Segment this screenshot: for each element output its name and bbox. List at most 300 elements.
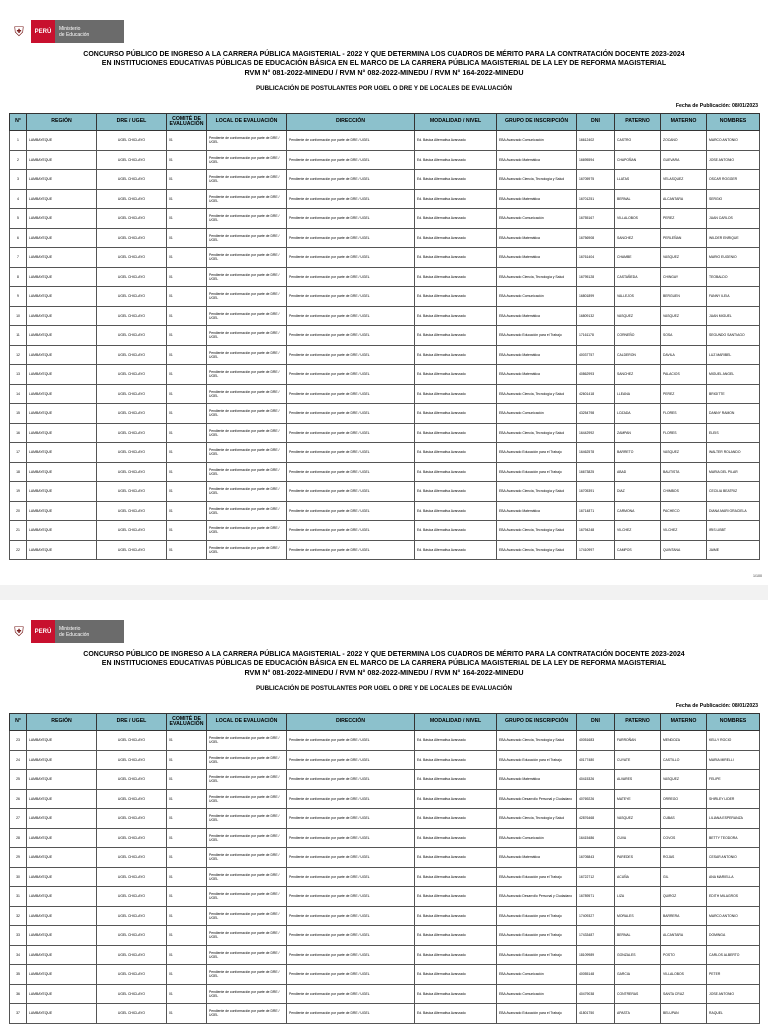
grupo-cell: EBA Avanzado Ciencia, Tecnología y Salud [497,482,577,502]
ugel-cell: UGEL CHICLAYO [97,326,167,346]
column-header: PATERNO [615,714,661,731]
modalidad-cell: Ed. Básica Alternativa Avanzado [415,809,497,829]
local-cell: Pendiente de conformación por parte de DRE / UGEL [207,443,287,463]
row-number: 15 [10,404,27,424]
ugel-cell: UGEL CHICLAYO [97,945,167,965]
nombres-cell: DIANA MARI GRACIELA [707,501,760,521]
minedu-logo [10,20,124,43]
materno-cell: ORREGO [661,789,707,809]
direccion-cell: Pendiente de conformación por parte de DRE / UGEL [287,906,415,926]
row-number: 14 [10,384,27,404]
ugel-cell: UGEL CHICLAYO [97,887,167,907]
comite-cell: 01 [167,945,207,965]
logo-peru: PERÚ [31,620,55,643]
grupo-cell: EBA Avanzado Educación para el Trabajo [497,1004,577,1024]
local-cell: Pendiente de conformación por parte de DRE / UGEL [207,965,287,985]
modalidad-cell: Ed. Básica Alternativa Avanzado [415,443,497,463]
nombres-cell: BETTY TEODORA [707,828,760,848]
materno-cell: VILCHEZ [661,521,707,541]
paterno-cell: BERNAL [615,926,661,946]
local-cell: Pendiente de conformación por parte de DRE / UGEL [207,287,287,307]
region-cell: LAMBAYEQUE [27,848,97,868]
table-row [10,443,760,463]
ugel-cell: UGEL CHICLAYO [97,926,167,946]
table-row [10,189,760,209]
paterno-cell: LOZADA [615,404,661,424]
coat-of-arms-icon: ⛨ [14,23,24,39]
table-header-row [10,114,760,131]
comite-cell: 01 [167,521,207,541]
row-number: 32 [10,906,27,926]
ugel-cell: UGEL CHICLAYO [97,482,167,502]
subtitle: PUBLICACIÓN DE POSTULANTES POR UGEL O DRE Y DE LOCALES DE EVALUACIÓN [255,685,512,692]
table-row [10,267,760,287]
local-cell: Pendiente de conformación por parte de DRE / UGEL [207,984,287,1004]
region-cell: LAMBAYEQUE [27,404,97,424]
direccion-cell: Pendiente de conformación por parte de DRE / UGEL [287,809,415,829]
local-cell: Pendiente de conformación por parte de DRE / UGEL [207,404,287,424]
direccion-cell: Pendiente de conformación por parte de DRE / UGEL [287,131,415,151]
modalidad-cell: Ed. Básica Alternativa Avanzado [415,170,497,190]
ugel-cell: UGEL CHICLAYO [97,287,167,307]
nombres-cell: SERGIO [707,189,760,209]
nombres-cell: PETER [707,965,760,985]
comite-cell: 01 [167,848,207,868]
dni-cell: 40055148 [577,965,615,985]
table-row [10,521,760,541]
paterno-cell: BARRETO [615,443,661,463]
grupo-cell: EBA Avanzado Matemática [497,848,577,868]
column-header: GRUPO DE INSCRIPCIÓN [497,114,577,131]
local-cell: Pendiente de conformación por parte de DRE / UGEL [207,945,287,965]
row-number: 30 [10,867,27,887]
paterno-cell: APASTA [615,1004,661,1024]
row-number: 16 [10,423,27,443]
materno-cell: ROJAS [661,848,707,868]
comite-cell: 01 [167,887,207,907]
nombres-cell: EDITH MILAGROS [707,887,760,907]
comite-cell: 01 [167,482,207,502]
row-number: 18 [10,462,27,482]
paterno-cell: SANCHEZ [615,365,661,385]
table-row [10,750,760,770]
table-row [10,906,760,926]
region-cell: LAMBAYEQUE [27,384,97,404]
paterno-cell: ALVARES [615,770,661,790]
column-header: DIRECCIÓN [287,114,415,131]
direccion-cell: Pendiente de conformación por parte de DRE / UGEL [287,384,415,404]
logo-ministerio: Ministerio de Educación [55,20,124,43]
dni-cell: 17161178 [577,326,615,346]
materno-cell: ZOCANO [661,131,707,151]
column-header: MATERNO [661,114,707,131]
grupo-cell: EBA Avanzado Ciencia, Tecnología y Salud [497,423,577,443]
modalidad-cell: Ed. Básica Alternativa Avanzado [415,384,497,404]
grupo-cell: EBA Avanzado Ciencia, Tecnología y Salud [497,540,577,560]
grupo-cell: EBA Avanzado Educación para el Trabajo [497,462,577,482]
comite-cell: 01 [167,462,207,482]
dni-cell: 16695594 [577,150,615,170]
materno-cell: FLORES [661,404,707,424]
materno-cell: QUINTANA [661,540,707,560]
direccion-cell: Pendiente de conformación por parte de DRE / UGEL [287,521,415,541]
modalidad-cell: Ed. Básica Alternativa Avanzado [415,267,497,287]
row-number: 17 [10,443,27,463]
paterno-cell: CHAPOÑAN [615,150,661,170]
dni-cell: 16612402 [577,131,615,151]
table-row [10,482,760,502]
modalidad-cell: Ed. Básica Alternativa Avanzado [415,521,497,541]
region-cell: LAMBAYEQUE [27,248,97,268]
coat-of-arms-icon: ⛨ [14,623,24,639]
ugel-cell: UGEL CHICLAYO [97,248,167,268]
row-number: 25 [10,770,27,790]
comite-cell: 01 [167,540,207,560]
comite-cell: 01 [167,809,207,829]
rvm-line: RVM N° 081-2022-MINEDU / RVM N° 082-2022-MINEDU / RVM N° 164-2022-MINEDU [244,668,524,677]
paterno-cell: CHAMBE [615,248,661,268]
local-cell: Pendiente de conformación por parte de DRE / UGEL [207,1004,287,1024]
direccion-cell: Pendiente de conformación por parte de DRE / UGEL [287,482,415,502]
dni-cell: 40479038 [577,984,615,1004]
table-row [10,945,760,965]
grupo-cell: EBA Avanzado Comunicación [497,965,577,985]
row-number: 11 [10,326,27,346]
comite-cell: 01 [167,731,207,751]
paterno-cell: ABAD [615,462,661,482]
grupo-cell: EBA Avanzado Ciencia, Tecnología y Salud [497,170,577,190]
direccion-cell: Pendiente de conformación por parte de DRE / UGEL [287,1004,415,1024]
nombres-cell: JOSE ANTONIO [707,150,760,170]
table-row [10,306,760,326]
row-number: 36 [10,984,27,1004]
paterno-cell: CASTAÑEDA [615,267,661,287]
direccion-cell: Pendiente de conformación por parte de DRE / UGEL [287,170,415,190]
region-cell: LAMBAYEQUE [27,462,97,482]
grupo-cell: EBA Avanzado Matemática [497,345,577,365]
table-row [10,828,760,848]
paterno-cell: LLATAS [615,170,661,190]
dni-cell: 17410997 [577,540,615,560]
column-header: GRUPO DE INSCRIPCIÓN [497,714,577,731]
direccion-cell: Pendiente de conformación por parte de DRE / UGEL [287,965,415,985]
column-header: LOCAL DE EVALUACIÓN [207,714,287,731]
column-header: DRE / UGEL [97,114,167,131]
modalidad-cell: Ed. Básica Alternativa Avanzado [415,828,497,848]
paterno-cell: LIZA [615,887,661,907]
nombres-cell: FELIPE [707,770,760,790]
row-number: 35 [10,965,27,985]
page-number: 1/100 [753,574,762,578]
row-number: 20 [10,501,27,521]
ugel-cell: UGEL CHICLAYO [97,170,167,190]
local-cell: Pendiente de conformación por parte de DRE / UGEL [207,150,287,170]
materno-cell: BERGUEN [661,287,707,307]
grupo-cell: EBA Avanzado Comunicación [497,828,577,848]
comite-cell: 01 [167,345,207,365]
nombres-cell: JOSE ANTONIO [707,984,760,1004]
postulantes-table [9,113,760,560]
table-body [10,731,760,1024]
dni-cell: 42601418 [577,384,615,404]
grupo-cell: EBA Avanzado Matemática [497,306,577,326]
dni-cell: 40177480 [577,750,615,770]
ugel-cell: UGEL CHICLAYO [97,267,167,287]
grupo-cell: EBA Avanzado Ciencia, Tecnología y Salud [497,384,577,404]
ugel-cell: UGEL CHICLAYO [97,789,167,809]
region-cell: LAMBAYEQUE [27,365,97,385]
paterno-cell: CAMPOS [615,540,661,560]
dni-cell: 40769226 [577,789,615,809]
paterno-cell: PAREDES [615,848,661,868]
dni-cell: 16809132 [577,306,615,326]
local-cell: Pendiente de conformación por parte de DRE / UGEL [207,540,287,560]
region-cell: LAMBAYEQUE [27,1004,97,1024]
grupo-cell: EBA Avanzado Desarrollo Personal y Ciudadano [497,789,577,809]
grupo-cell: EBA Avanzado Matemática [497,501,577,521]
local-cell: Pendiente de conformación por parte de DRE / UGEL [207,267,287,287]
region-cell: LAMBAYEQUE [27,809,97,829]
nombres-cell: CECILIA BEATRIZ [707,482,760,502]
column-header: DIRECCIÓN [287,714,415,731]
table-row [10,965,760,985]
nombres-cell: MARIO EUGENIO [707,248,760,268]
modalidad-cell: Ed. Básica Alternativa Avanzado [415,131,497,151]
nombres-cell: MARCO ANTONIO [707,131,760,151]
paterno-cell: CONTRERAS [615,984,661,1004]
direccion-cell: Pendiente de conformación por parte de DRE / UGEL [287,462,415,482]
paterno-cell: BERNAL [615,189,661,209]
nombres-cell: JAIME [707,540,760,560]
nombres-cell: MIGUEL ANGEL [707,365,760,385]
row-number: 5 [10,209,27,229]
materno-cell: VELASQUEZ [661,170,707,190]
materno-cell: BELUPAN [661,1004,707,1024]
dni-cell: 42876468 [577,809,615,829]
local-cell: Pendiente de conformación por parte de DRE / UGEL [207,848,287,868]
modalidad-cell: Ed. Básica Alternativa Avanzado [415,965,497,985]
region-cell: LAMBAYEQUE [27,945,97,965]
column-header: DNI [577,714,615,731]
nombres-cell: DANNY RAMON [707,404,760,424]
direccion-cell: Pendiente de conformación por parte de DRE / UGEL [287,828,415,848]
nombres-cell: JUAN CARLOS [707,209,760,229]
direccion-cell: Pendiente de conformación por parte de DRE / UGEL [287,770,415,790]
publication-date: Fecha de Publicación: 08/01/2023 [675,703,758,709]
region-cell: LAMBAYEQUE [27,984,97,1004]
grupo-cell: EBA Avanzado Educación para el Trabajo [497,906,577,926]
row-number: 7 [10,248,27,268]
materno-cell: CHINGAY [661,267,707,287]
rvm-line: RVM N° 081-2022-MINEDU / RVM N° 082-2022-MINEDU / RVM N° 164-2022-MINEDU [244,68,524,77]
region-cell: LAMBAYEQUE [27,540,97,560]
table-row [10,131,760,151]
column-header: REGIÓN [27,114,97,131]
nombres-cell: TEOBALDO [707,267,760,287]
grupo-cell: EBA Avanzado Ciencia, Tecnología y Salud [497,267,577,287]
comite-cell: 01 [167,926,207,946]
comite-cell: 01 [167,1004,207,1024]
materno-cell: PACHECO [661,501,707,521]
dni-cell: 16705843 [577,848,615,868]
comite-cell: 01 [167,984,207,1004]
direccion-cell: Pendiente de conformación por parte de DRE / UGEL [287,345,415,365]
table-row [10,501,760,521]
materno-cell: POSTO [661,945,707,965]
materno-cell: MENDOZA [661,731,707,751]
modalidad-cell: Ed. Básica Alternativa Avanzado [415,984,497,1004]
materno-cell: BAUTISTA [661,462,707,482]
materno-cell: ALCANTARA [661,926,707,946]
title-line-2: EN INSTITUCIONES EDUCATIVAS PÚBLICAS DE EDUCACIÓN BÁSICA EN EL MARCO DE LA CARRERA PÚBLICA MAGISTERIAL DE LA LEY DE REFORMA MAGISTERIAL [101,660,667,667]
modalidad-cell: Ed. Básica Alternativa Avanzado [415,867,497,887]
direccion-cell: Pendiente de conformación por parte de DRE / UGEL [287,789,415,809]
materno-cell: GUEVARA [661,150,707,170]
modalidad-cell: Ed. Básica Alternativa Avanzado [415,326,497,346]
local-cell: Pendiente de conformación por parte de DRE / UGEL [207,828,287,848]
region-cell: LAMBAYEQUE [27,423,97,443]
modalidad-cell: Ed. Básica Alternativa Avanzado [415,209,497,229]
modalidad-cell: Ed. Básica Alternativa Avanzado [415,150,497,170]
column-header: PATERNO [615,114,661,131]
materno-cell: VASQUEZ [661,248,707,268]
paterno-cell: GONZALES [615,945,661,965]
local-cell: Pendiente de conformación por parte de DRE / UGEL [207,170,287,190]
direccion-cell: Pendiente de conformación por parte de DRE / UGEL [287,887,415,907]
table-row [10,848,760,868]
modalidad-cell: Ed. Básica Alternativa Avanzado [415,789,497,809]
region-cell: LAMBAYEQUE [27,482,97,502]
logo-ministerio: Ministerio de Educación [55,620,124,643]
region-cell: LAMBAYEQUE [27,501,97,521]
dni-cell: 16761404 [577,248,615,268]
comite-cell: 01 [167,326,207,346]
modalidad-cell: Ed. Básica Alternativa Avanzado [415,1004,497,1024]
region-cell: LAMBAYEQUE [27,131,97,151]
modalidad-cell: Ed. Básica Alternativa Avanzado [415,189,497,209]
dni-cell: 41801750 [577,1004,615,1024]
ugel-cell: UGEL CHICLAYO [97,423,167,443]
nombres-cell: MARCO ANTONIO [707,906,760,926]
nombres-cell: WALTER ROLANDO [707,443,760,463]
region-cell: LAMBAYEQUE [27,867,97,887]
table-row [10,228,760,248]
region-cell: LAMBAYEQUE [27,306,97,326]
ugel-cell: UGEL CHICLAYO [97,770,167,790]
modalidad-cell: Ed. Básica Alternativa Avanzado [415,345,497,365]
comite-cell: 01 [167,131,207,151]
nombres-cell: LUZ MARIBEL [707,345,760,365]
region-cell: LAMBAYEQUE [27,209,97,229]
grupo-cell: EBA Avanzado Desarrollo Personal y Ciudadano [497,887,577,907]
comite-cell: 01 [167,789,207,809]
ugel-cell: UGEL CHICLAYO [97,906,167,926]
dni-cell: 43254798 [577,404,615,424]
materno-cell: ALCANTARA [661,189,707,209]
materno-cell: VASQUEZ [661,443,707,463]
modalidad-cell: Ed. Básica Alternativa Avanzado [415,306,497,326]
direccion-cell: Pendiente de conformación por parte de DRE / UGEL [287,248,415,268]
nombres-cell: RAQUEL [707,1004,760,1024]
region-cell: LAMBAYEQUE [27,521,97,541]
comite-cell: 01 [167,287,207,307]
paterno-cell: ZAMPAN [615,423,661,443]
paterno-cell: LLEANA [615,384,661,404]
direccion-cell: Pendiente de conformación por parte de DRE / UGEL [287,443,415,463]
paterno-cell: CASTRO [615,131,661,151]
ugel-cell: UGEL CHICLAYO [97,521,167,541]
local-cell: Pendiente de conformación por parte de DRE / UGEL [207,326,287,346]
dni-cell: 17433487 [577,926,615,946]
paterno-cell: GARCIA [615,965,661,985]
table-row [10,150,760,170]
dni-cell: 16722712 [577,867,615,887]
paterno-cell: CUYATE [615,750,661,770]
local-cell: Pendiente de conformación por parte de DRE / UGEL [207,750,287,770]
dni-cell: 16755167 [577,209,615,229]
region-cell: LAMBAYEQUE [27,170,97,190]
dni-cell: 16705391 [577,482,615,502]
paterno-cell: VILCHEZ [615,521,661,541]
materno-cell: PALACIOS [661,365,707,385]
modalidad-cell: Ed. Básica Alternativa Avanzado [415,848,497,868]
ugel-cell: UGEL CHICLAYO [97,540,167,560]
dni-cell: 16801899 [577,287,615,307]
table-row [10,384,760,404]
modalidad-cell: Ed. Básica Alternativa Avanzado [415,906,497,926]
grupo-cell: EBA Avanzado Comunicación [497,287,577,307]
comite-cell: 01 [167,365,207,385]
paterno-cell: VASQUEZ [615,306,661,326]
dni-cell: 16442992 [577,423,615,443]
region-cell: LAMBAYEQUE [27,789,97,809]
ugel-cell: UGEL CHICLAYO [97,462,167,482]
modalidad-cell: Ed. Básica Alternativa Avanzado [415,423,497,443]
comite-cell: 01 [167,404,207,424]
nombres-cell: ANA MARIELLA [707,867,760,887]
document-page-2 [0,600,768,1024]
column-header: DNI [577,114,615,131]
comite-cell: 01 [167,228,207,248]
logo-peru: PERÚ [31,20,55,43]
direccion-cell: Pendiente de conformación por parte de DRE / UGEL [287,306,415,326]
materno-cell: FLORES [661,423,707,443]
ugel-cell: UGEL CHICLAYO [97,189,167,209]
table-row [10,809,760,829]
column-header: MODALIDAD / NIVEL [415,714,497,731]
grupo-cell: EBA Avanzado Matemática [497,770,577,790]
table-row [10,789,760,809]
column-header: MODALIDAD / NIVEL [415,114,497,131]
region-cell: LAMBAYEQUE [27,731,97,751]
dni-cell: 16714871 [577,501,615,521]
modalidad-cell: Ed. Básica Alternativa Avanzado [415,462,497,482]
row-number: 23 [10,731,27,751]
row-number: 21 [10,521,27,541]
nombres-cell: BRIGITTE [707,384,760,404]
table-row [10,209,760,229]
modalidad-cell: Ed. Básica Alternativa Avanzado [415,404,497,424]
local-cell: Pendiente de conformación por parte de DRE / UGEL [207,887,287,907]
grupo-cell: EBA Avanzado Educación para el Trabajo [497,443,577,463]
grupo-cell: EBA Avanzado Educación para el Trabajo [497,750,577,770]
paterno-cell: FARROÑAN [615,731,661,751]
row-number: 1 [10,131,27,151]
grupo-cell: EBA Avanzado Matemática [497,365,577,385]
nombres-cell: MARIA DEL PILAR [707,462,760,482]
page-separator [0,585,768,600]
nombres-cell: MARIA MIRELLI [707,750,760,770]
